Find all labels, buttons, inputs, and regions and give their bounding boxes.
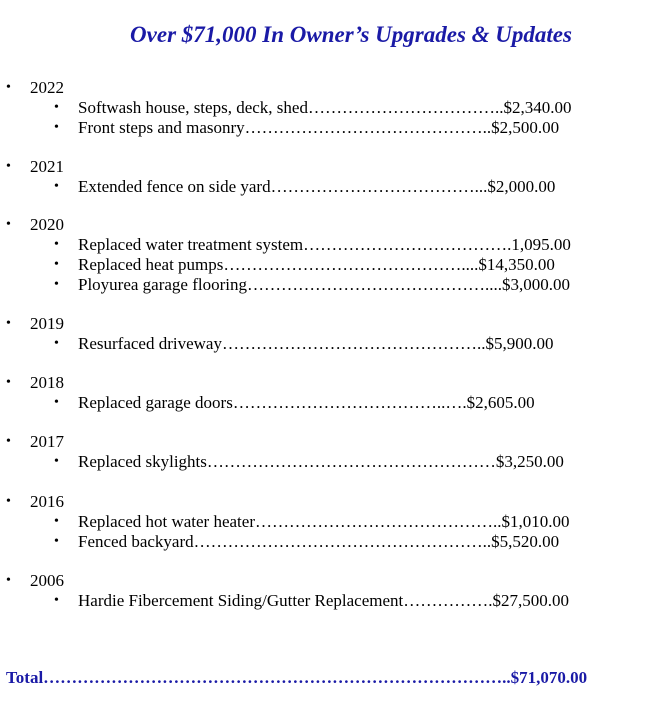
bullet-icon: • xyxy=(54,100,59,115)
item-text: Replaced heat pumps……………………………………....$14,350.00 xyxy=(78,255,555,274)
year-label: 2006 xyxy=(30,571,64,590)
bullet-icon: • xyxy=(6,80,11,95)
bullet-icon: • xyxy=(54,179,59,194)
bullet-icon: • xyxy=(54,120,59,135)
year-group-2006 xyxy=(0,571,672,611)
list-item xyxy=(0,235,672,255)
list-item xyxy=(0,512,672,532)
item-text: Front steps and masonry……………………………………..$2,500.00 xyxy=(78,118,560,137)
item-text: Softwash house, steps, deck, shed……………………………..$2,340.00 xyxy=(78,98,572,117)
item-text: Replaced skylights……………………………………………$3,250.00 xyxy=(78,452,564,471)
item-text: Extended fence on side yard………………………………...$2,000.00 xyxy=(78,177,556,196)
item-text: Resurfaced driveway………………………………………..$5,900.00 xyxy=(78,334,554,353)
upgrades-list xyxy=(0,78,672,611)
item-text: Fenced backyard……………………………………………..$5,520.00 xyxy=(78,532,560,551)
year-group-2019 xyxy=(0,314,672,354)
bullet-icon: • xyxy=(6,159,11,174)
list-item xyxy=(0,177,672,197)
year-heading xyxy=(0,492,672,512)
year-heading xyxy=(0,157,672,177)
item-text: Hardie Fibercement Siding/Gutter Replacement…………….$27,500.00 xyxy=(78,591,570,610)
list-item xyxy=(0,532,672,552)
year-label: 2018 xyxy=(30,373,64,392)
item-text: Replaced water treatment system……………………………….1,095.00 xyxy=(78,235,571,254)
year-group-2016 xyxy=(0,492,672,552)
year-label: 2019 xyxy=(30,314,64,333)
year-label: 2017 xyxy=(30,432,64,451)
year-heading xyxy=(0,78,672,98)
bullet-icon: • xyxy=(54,336,59,351)
list-item xyxy=(0,393,672,413)
year-heading xyxy=(0,215,672,235)
bullet-icon: • xyxy=(6,316,11,331)
bullet-icon: • xyxy=(6,217,11,232)
year-group-2018 xyxy=(0,373,672,413)
bullet-icon: • xyxy=(54,257,59,272)
item-text: Replaced hot water heater……………………………………..$1,010.00 xyxy=(78,512,570,531)
list-item xyxy=(0,255,672,275)
year-label: 2022 xyxy=(30,78,64,97)
year-group-2021 xyxy=(0,157,672,197)
year-label: 2020 xyxy=(30,215,64,234)
list-item xyxy=(0,591,672,611)
list-item xyxy=(0,452,672,472)
list-item xyxy=(0,98,672,118)
year-label: 2021 xyxy=(30,157,64,176)
year-heading xyxy=(0,373,672,393)
bullet-icon: • xyxy=(54,514,59,529)
bullet-icon: • xyxy=(54,534,59,549)
bullet-icon: • xyxy=(54,395,59,410)
year-heading xyxy=(0,432,672,452)
year-heading xyxy=(0,314,672,334)
item-text: Ployurea garage flooring……………………………………....$3,000.00 xyxy=(78,275,570,294)
year-heading xyxy=(0,571,672,591)
list-item xyxy=(0,118,672,138)
bullet-icon: • xyxy=(54,593,59,608)
year-group-2020 xyxy=(0,215,672,295)
bullet-icon: • xyxy=(54,277,59,292)
bullet-icon: • xyxy=(6,573,11,588)
bullet-icon: • xyxy=(54,237,59,252)
item-text: Replaced garage doors………………………………..….$2,605.00 xyxy=(78,393,535,412)
year-group-2017 xyxy=(0,432,672,472)
total-line: Total………………………………………………………………………..$71,070.00 xyxy=(6,668,588,687)
bullet-icon: • xyxy=(6,375,11,390)
bullet-icon: • xyxy=(6,494,11,509)
list-item xyxy=(0,334,672,354)
list-item xyxy=(0,275,672,295)
bullet-icon: • xyxy=(54,454,59,469)
bullet-icon: • xyxy=(6,434,11,449)
page-title: Over $71,000 In Owner’s Upgrades & Updates xyxy=(130,22,572,47)
year-label: 2016 xyxy=(30,492,64,511)
year-group-2022 xyxy=(0,78,672,138)
